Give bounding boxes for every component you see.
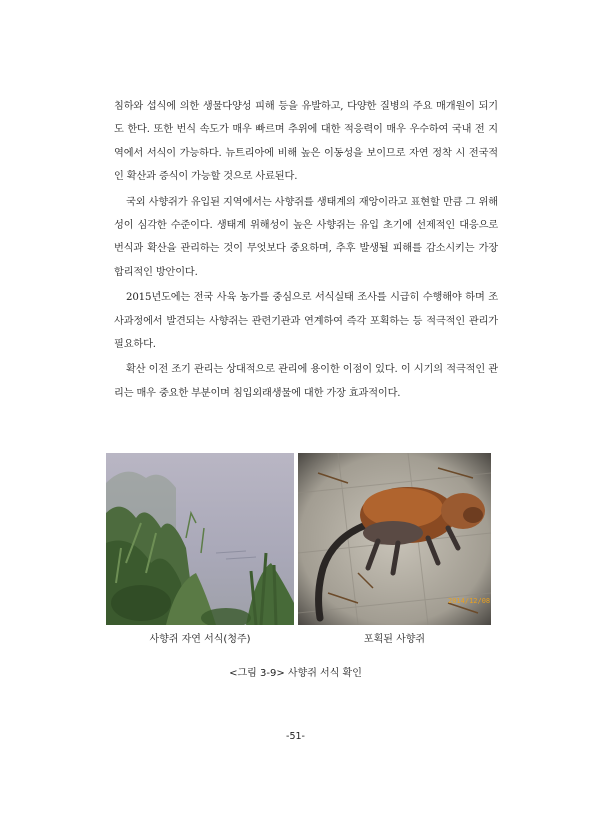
- page-number: -51-: [286, 731, 305, 742]
- captured-muskrat-photo: [298, 453, 491, 625]
- photo-timestamp: 2014/12/08: [448, 597, 491, 605]
- caption-habitat: 사향쥐 자연 서식(청주): [149, 634, 251, 645]
- caption-captured: 포획된 사향쥐: [363, 634, 426, 645]
- figure-row: [106, 453, 491, 625]
- habitat-photo: [106, 453, 294, 625]
- paragraph-2: 국외 사향쥐가 유입된 지역에서는 사향쥐를 생태계의 재앙이라고 표현할 만큼 그 위해성이 심각한 수준이다. 생태계 위해성이 높은 사향쥐는 유입 초기에 선제적인 대응으로 번식과 확산을 관리하는 것이 무엇보다 중요하며, 추후 발생될 피해를 감소시키는 가장 합리적인 방안이다.: [114, 196, 498, 278]
- body-text: [114, 95, 498, 407]
- figure-title: <그림 3-9> 사향쥐 서식 확인: [229, 668, 362, 679]
- paragraph-4: 확산 이전 조기 관리는 상대적으로 관리에 용이한 이점이 있다. 이 시기의 적극적인 관리는 매우 중요한 부분이며 침입외래생물에 대한 가장 효과적이다.: [114, 364, 498, 399]
- paragraph-3: 2015년도에는 전국 사육 농가를 중심으로 서식실태 조사를 시급히 수행해야 하며 조사과정에서 발견되는 사향쥐는 관련기관과 연계하여 즉각 포획하는 등 적극적인 관리가 필요하다.: [114, 292, 498, 351]
- paragraph-1: 침하와 섭식에 의한 생물다양성 피해 등을 유발하고, 다양한 질병의 주요 매개원이 되기도 한다. 또한 번식 속도가 매우 빠르며 추위에 대한 적응력이 매우 우수하여 국내 전 지역에서 서식이 가능하다. 뉴트리아에 비해 높은 이동성을 보이므로 자연 정착 시 전국적인 확산과 증식이 가능할 것으로 사료된다.: [114, 101, 498, 183]
